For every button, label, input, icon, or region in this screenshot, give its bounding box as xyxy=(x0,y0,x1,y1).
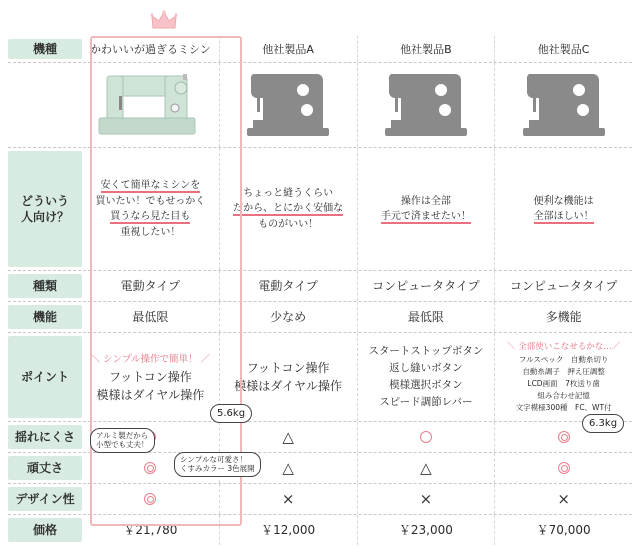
point-ours xyxy=(82,333,219,421)
point-a-line-1: フットコン操作 xyxy=(246,361,330,375)
machine-image-ours xyxy=(82,63,219,147)
point-b-line-3: 模様選択ボタン xyxy=(389,379,463,391)
function-ours: 最低限 xyxy=(132,309,169,324)
row-target xyxy=(8,148,632,271)
double-circle-icon xyxy=(144,462,156,474)
point-c xyxy=(494,333,632,421)
row-type xyxy=(8,271,632,302)
weight-bubble-ours: 5.6kg xyxy=(210,404,252,423)
col-ours-name: かわいいが過ぎるミシン xyxy=(90,43,211,56)
header-target: どういう 人向け？ xyxy=(8,151,82,267)
point-ours-lead: ＼ シンプル操作で簡単！ ／ xyxy=(90,353,211,365)
header-type: 種類 xyxy=(8,274,82,298)
point-b-line-4: スピード調節レバー xyxy=(379,395,473,408)
point-ours-line-1: フットコン操作 xyxy=(109,369,192,384)
type-c: コンピュータタイプ xyxy=(494,271,632,301)
target-a xyxy=(219,148,357,270)
target-ours-line-1: 安くて簡単なミシンを xyxy=(100,180,201,191)
point-c-line-5: 文字模様300種 FC、WT付 xyxy=(515,403,612,412)
durability-b: △ xyxy=(357,453,495,483)
point-ours-line-2: 模様はダイヤル操作 xyxy=(96,387,205,402)
point-b-line-1: スタートストップボタン xyxy=(368,345,484,358)
double-circle-icon xyxy=(558,462,570,474)
design-ours xyxy=(82,484,219,514)
point-c-line-3: LCD画面 7枚送り歯 xyxy=(527,379,600,388)
stability-b xyxy=(357,422,495,452)
header-point: ポイント xyxy=(8,336,82,418)
target-a-line-1: ちょっと縫うくらい xyxy=(243,187,334,199)
weight-bubble-c: 6.3kg xyxy=(582,414,624,433)
stability-a: △ xyxy=(219,422,357,452)
design-a: × xyxy=(219,484,357,514)
header-function: 機能 xyxy=(8,305,82,329)
machine-image-a xyxy=(219,63,357,147)
row-images xyxy=(8,63,632,148)
comparison-table xyxy=(8,36,632,545)
target-ours xyxy=(82,148,219,270)
durability-a: △ xyxy=(219,453,357,483)
point-a-line-2: 模様はダイヤル操作 xyxy=(234,379,342,393)
price-c: ￥70,000 xyxy=(494,515,632,545)
machine-image-c xyxy=(494,63,632,147)
target-c-line-1: 便利な機能は xyxy=(533,195,594,207)
target-ours-line-2: 買いたい！でもせっかく xyxy=(95,195,206,207)
double-circle-icon xyxy=(144,493,156,505)
target-b-line-1: 操作は全部 xyxy=(400,195,451,207)
row-function xyxy=(8,302,632,333)
point-c-lead: ＼ 全部使いこなせるかな…／ xyxy=(507,342,621,352)
point-c-line-1: フルスペック 自動糸切り xyxy=(518,355,609,364)
target-c xyxy=(494,148,632,270)
target-c-line-2: 全部ほしい！ xyxy=(533,211,594,222)
col-b-name: 他社製品B xyxy=(357,36,495,62)
stability-note-bubble: アルミ製だから 小型でも丈夫！ xyxy=(90,428,155,453)
col-a-name: 他社製品A xyxy=(219,36,357,62)
header-stability: 揺れにくさ xyxy=(8,425,82,449)
row-model xyxy=(8,36,632,63)
circle-icon xyxy=(420,431,432,443)
row-durability xyxy=(8,453,632,484)
design-b: × xyxy=(357,484,495,514)
point-b xyxy=(357,333,495,421)
target-b xyxy=(357,148,495,270)
point-c-line-4: 組み合わせ記憶 xyxy=(537,391,590,400)
type-a: 電動タイプ xyxy=(219,271,357,301)
function-c: 多機能 xyxy=(494,302,632,332)
point-b-line-2: 返し縫いボタン xyxy=(389,362,463,375)
function-b: 最低限 xyxy=(357,302,495,332)
header-price: 価格 xyxy=(8,518,82,542)
header-model: 機種 xyxy=(8,39,82,59)
row-design xyxy=(8,484,632,515)
row-point xyxy=(8,333,632,422)
durability-c xyxy=(494,453,632,483)
type-ours: 電動タイプ xyxy=(120,278,181,293)
header-design: デザイン性 xyxy=(8,487,82,511)
target-a-line-2: だから、とにかく安価な xyxy=(233,203,344,215)
design-note-bubble: シンプルな可愛さ！ くすみカラー 3色展開 xyxy=(174,452,261,477)
crown-icon xyxy=(150,10,178,32)
design-c: × xyxy=(494,484,632,514)
type-b: コンピュータタイプ xyxy=(357,271,495,301)
price-b: ￥23,000 xyxy=(357,515,495,545)
header-durability: 頑丈さ xyxy=(8,456,82,480)
price-ours: ￥21,780 xyxy=(123,522,178,537)
function-a: 少なめ xyxy=(219,302,357,332)
target-a-line-3: ものがいい！ xyxy=(258,218,319,230)
target-b-line-2: 手元で済ませたい！ xyxy=(380,211,471,222)
target-ours-line-4: 重視したい！ xyxy=(120,226,181,238)
col-c-name: 他社製品C xyxy=(494,36,632,62)
machine-image-b xyxy=(357,63,495,147)
price-a: ￥12,000 xyxy=(219,515,357,545)
row-price xyxy=(8,515,632,545)
double-circle-icon xyxy=(558,431,570,443)
target-ours-line-3: 買うなら見た目も xyxy=(110,211,191,222)
point-c-line-2: 自動糸調子 押え圧調整 xyxy=(522,367,605,376)
